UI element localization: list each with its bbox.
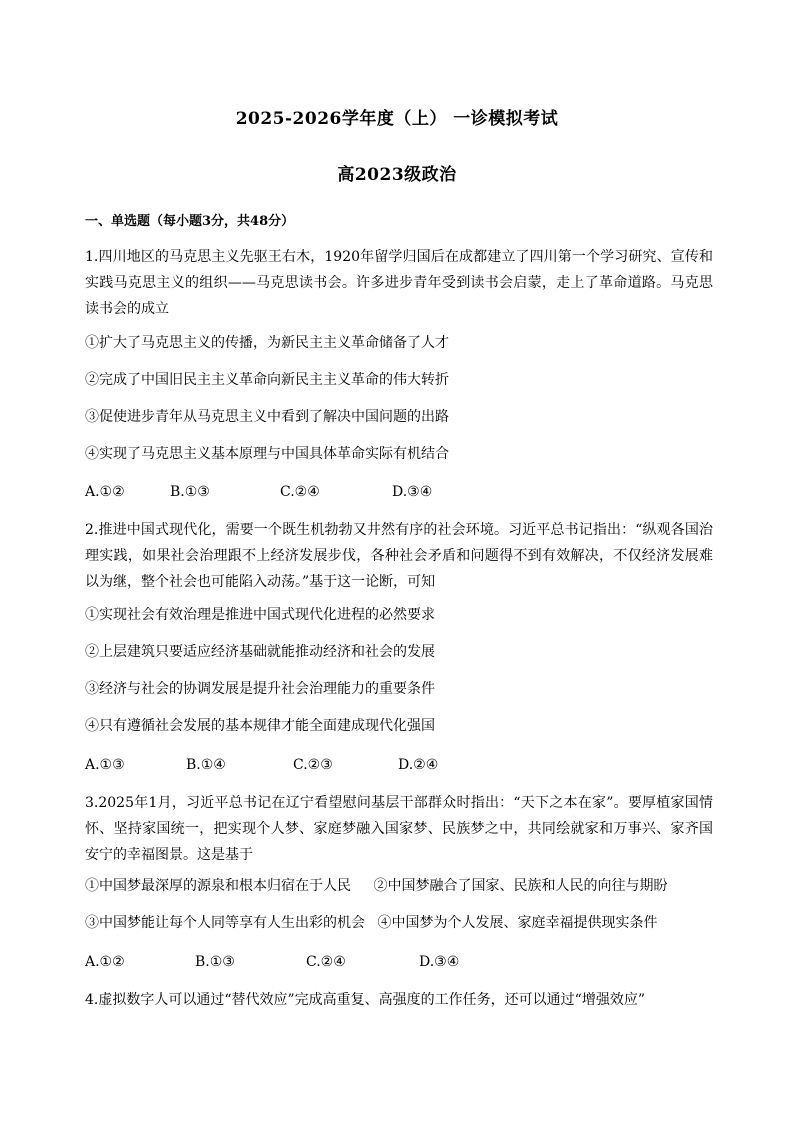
q2-choice-d: D.②④ [398,757,439,773]
exam-title: 2025-2026学年度（上） 一诊模拟考试 [235,109,559,129]
q1-option-1: ①扩大了马克思主义的传播，为新民主主义革命储备了人才 [85,335,449,351]
q3-option-3: ③中国梦能让每个人同等享有人生出彩的机会 [85,915,365,931]
q1-option-3: ③促使进步青年从马克思主义中看到了解决中国问题的出路 [85,409,449,425]
q2-option-2: ②上层建筑只要适应经济基础就能推动经济和社会的发展 [85,644,435,660]
q3-choice-c: C.②④ [306,954,346,970]
q1-option-2: ②完成了中国旧民主主义革命向新民主主义革命的伟大转折 [85,372,449,388]
question-4-stem: 4.虚拟数字人可以通过“替代效应”完成高重复、高强度的工作任务，还可以通过“增强效应” [85,992,645,1008]
q2-option-3: ③经济与社会的协调发展是提升社会治理能力的重要条件 [85,681,435,697]
q1-choice-a: A.①② [85,484,125,500]
q3-choice-a: A.①② [85,954,125,970]
q1-choice-c: C.②④ [280,484,320,500]
q3-option-1: ①中国梦最深厚的源泉和根本归宿在于人民 [85,878,351,894]
q2-choice-a: A.①③ [85,757,125,773]
section-heading: 一、单选题（每小题3分，共48分） [85,214,295,229]
q2-choice-c: C.②③ [293,757,333,773]
q2-option-4: ④只有遵循社会发展的基本规律才能全面建成现代化强国 [85,718,435,734]
q3-choice-b: B.①③ [195,954,235,970]
q1-choice-b: B.①③ [170,484,210,500]
exam-subtitle: 高2023级政治 [337,165,457,185]
question-2-stem: 2.推进中国式现代化，需要一个既生机勃勃又井然有序的社会环境。习近平总书记指出：“纵观各国治理实践，如果社会治理跟不上经济发展步伐，各种社会矛盾和问题得不到有效解决，不仅经济发展难以为继，整个社会也可能陷入动荡。”基于这一论断，可知 [85,522,713,590]
q3-option-4: ④中国梦为个人发展、家庭幸福提供现实条件 [377,915,658,931]
q1-choice-d: D.③④ [392,484,433,500]
q3-options-row-2 [85,913,657,933]
q3-options-row-1 [85,876,667,896]
q3-option-2: ②中国梦融合了国家、民族和人民的向往与期盼 [373,878,668,894]
q2-choice-b: B.①④ [186,757,226,773]
q3-choice-d: D.③④ [419,954,460,970]
q2-option-1: ①实现社会有效治理是推进中国式现代化进程的必然要求 [85,607,435,623]
q1-option-4: ④实现了马克思主义基本原理与中国具体革命实际有机结合 [85,446,449,462]
question-1-stem: 1.四川地区的马克思主义先驱王右木，1920年留学归国后在成都建立了四川第一个学习研究、宣传和实践马克思主义的组织——马克思读书会。许多进步青年受到读书会启蒙，走上了革命道路。马克思读书会的成立 [85,249,713,317]
question-3-stem: 3.2025年1月，习近平总书记在辽宁看望慰问基层干部群众时指出：“天下之本在家”。要厚植家国情怀、坚持家国统一，把实现个人梦、家庭梦融入国家梦、民族梦之中，共同绘就家和万事兴、家齐国安宁的幸福图景。这是基于 [85,795,713,863]
